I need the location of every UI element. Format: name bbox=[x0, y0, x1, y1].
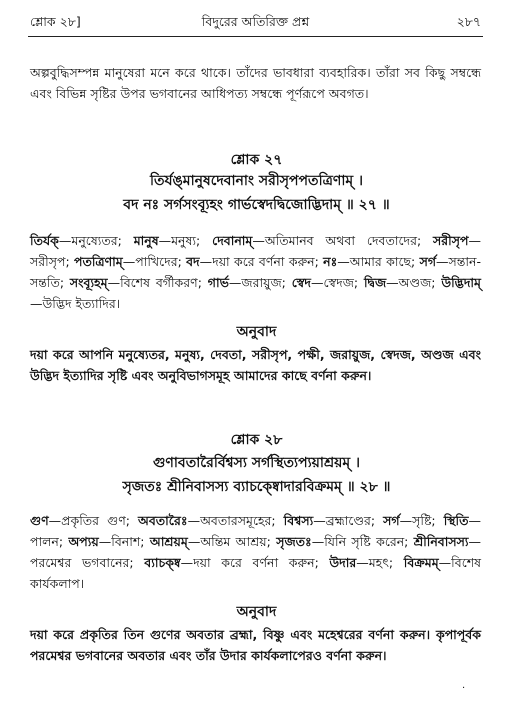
header-verse-ref: শ্লোক ২৮] bbox=[30, 14, 81, 29]
synonym-meaning: —অন্তিম আশ্রয়; bbox=[187, 534, 277, 549]
synonym-meaning: —সৃষ্টি; bbox=[399, 513, 444, 528]
synonym-term: তির্যক্ bbox=[30, 233, 59, 248]
verse-27-line-1: তির্যঙ্‌মানুষদেবানাং সরীসৃপপতত্রিণাম্ । bbox=[149, 173, 364, 189]
synonyms-27 bbox=[30, 230, 481, 314]
synonym-meaning: —জরায়ুজ; bbox=[228, 275, 292, 290]
synonym-meaning: —মহৎ; bbox=[356, 555, 404, 570]
synonym-meaning: —অণ্ডজ; bbox=[386, 275, 442, 290]
synonym-term: অপ্যয় bbox=[68, 534, 99, 549]
synonym-term: পতত্রিণাম্ bbox=[73, 254, 123, 269]
synonym-term: সর্গ bbox=[419, 254, 437, 269]
synonym-meaning: —আমার কাছে; bbox=[337, 254, 420, 269]
synonym-term: বদ bbox=[186, 254, 200, 269]
synonym-meaning: —সরীসৃপ; bbox=[30, 233, 481, 269]
synonym-term: স্বেদ bbox=[291, 275, 311, 290]
synonym-meaning: —স্বেদজ; bbox=[310, 275, 364, 290]
synonym-meaning: —দয়া করে বর্ণনা করুন; bbox=[180, 555, 330, 570]
synonym-meaning: —ব্রহ্মাণ্ডের; bbox=[313, 513, 384, 528]
synonym-meaning: —পাখিদের; bbox=[122, 254, 187, 269]
synonym-term: বিশ্বস্য bbox=[283, 513, 314, 528]
synonym-meaning: —যিনি সৃষ্টি করেন; bbox=[311, 534, 414, 549]
synonym-meaning: —মনুষ্যেতর; bbox=[58, 233, 134, 248]
synonym-meaning: —সন্তান-সন্ততি; bbox=[30, 254, 481, 290]
synonym-meaning: —পরমেশ্বর ভগবানের; bbox=[30, 534, 481, 570]
synonym-term: গার্ভ bbox=[207, 275, 229, 290]
synonym-meaning: —বিশেষ কার্যকলাপ। bbox=[30, 555, 482, 591]
verse-27-heading: শ্লোক ২৭ bbox=[230, 152, 283, 168]
verse-27-line-2: বদ নঃ সর্গসংব্যূহং গার্ভস্বেদদ্বিজোদ্ভিদাম্ ॥ ২৭ ॥ bbox=[123, 197, 390, 213]
synonym-meaning: —প্রকৃতির গুণ; bbox=[48, 513, 138, 528]
synonym-term: শ্রীনিবাসস্য bbox=[413, 534, 469, 549]
header-rule bbox=[28, 36, 483, 37]
synonym-term: সৃজতঃ bbox=[276, 534, 312, 549]
verse-28-line-2: সৃজতঃ শ্রীনিবাসস্য ব্যাচক্ষ্বোদারবিক্রমম্ ॥ ২৮ ॥ bbox=[122, 479, 391, 495]
verse-28-heading: শ্লোক ২৮ bbox=[230, 432, 283, 448]
synonym-term: আশ্রয়ম্ bbox=[149, 534, 188, 549]
synonym-meaning: —উদ্ভিদ ইত্যাদির। bbox=[30, 296, 121, 311]
synonym-term: সরীসৃপ bbox=[433, 233, 469, 248]
synonym-meaning: —দয়া করে বর্ণনা করুন; bbox=[199, 254, 324, 269]
synonym-term: উদ্ভিদাম্ bbox=[441, 275, 481, 290]
synonym-meaning: —বিশেষ বর্গীকরণ; bbox=[107, 275, 208, 290]
synonyms-28 bbox=[30, 510, 481, 594]
synonym-term: সংব্যূহম্ bbox=[69, 275, 108, 290]
synonym-term: বিক্রমম্ bbox=[403, 555, 439, 570]
synonym-meaning: —পালন; bbox=[30, 513, 481, 549]
translation-28-text: দয়া করে প্রকৃতির তিন গুণের অবতার ব্রহ্মা, বিষ্ণু এবং মহেশ্বরের বর্ণনা করুন। কৃপাপূর্বক পরমেশ্বর ভগবানের অবতার এবং তাঁর উদার কার্যকলাপেরও বর্ণনা করুন। bbox=[30, 627, 481, 663]
translation-28-heading: অনুবাদ bbox=[236, 604, 277, 620]
synonym-meaning: —অবতারসমূহের; bbox=[187, 513, 284, 528]
page-number: ২৮৭ bbox=[456, 14, 481, 29]
synonym-meaning: —মনুষ্য; bbox=[158, 233, 213, 248]
synonym-meaning: —বিনাশ; bbox=[98, 534, 150, 549]
translation-27-text: দয়া করে আপনি মনুষ্যেতর, মনুষ্য, দেবতা, সরীসৃপ, পক্ষী, জরায়ুজ, স্বেদজ, অণ্ডজ এবং উদ্ভিদ ইত্যাদির সৃষ্টি এবং অনুবিভাগসমূহ আমাদের কাছে বর্ণনা করুন। bbox=[30, 347, 481, 383]
running-header bbox=[30, 14, 481, 34]
synonym-term: ব্যাচক্ষ্ব bbox=[144, 555, 181, 570]
synonym-term: সর্গ bbox=[383, 513, 400, 528]
synonym-term: অবতারৈঃ bbox=[138, 513, 188, 528]
synonym-term: উদার bbox=[329, 555, 357, 570]
synonym-term: স্থিতি bbox=[443, 513, 469, 528]
synonym-term: নঃ bbox=[323, 254, 338, 269]
synonym-meaning: —অতিমানব অথবা দেবতাদের; bbox=[252, 233, 434, 248]
synonym-term: মানুষ bbox=[133, 233, 159, 248]
synonym-term: দেবানাম্ bbox=[212, 233, 253, 248]
synonym-term: দ্বিজ bbox=[363, 275, 387, 290]
print-speck: . bbox=[462, 680, 466, 691]
translation-27-heading: অনুবাদ bbox=[236, 324, 277, 340]
header-chapter-title: বিদুরের অতিরিক্ত প্রশ্ন bbox=[201, 14, 310, 29]
synonym-term: গুণ bbox=[30, 513, 49, 528]
intro-paragraph: অল্পবুদ্ধিসম্পন্ন মানুষেরা মনে করে থাকে। তাঁদের ভাবধারা ব্যবহারিক। তাঁরা সব কিছু সম্বন্ধে এবং বিভিন্ন সৃষ্টির উপর ভগবানের আধিপত্য সম্বন্ধে পূর্ণরূপে অবগত। bbox=[30, 65, 481, 101]
verse-28-line-1: গুণাবতারৈর্বিশ্বস্য সর্গস্থিত্যপ্যয়াশ্রয়ম্ । bbox=[152, 455, 361, 471]
